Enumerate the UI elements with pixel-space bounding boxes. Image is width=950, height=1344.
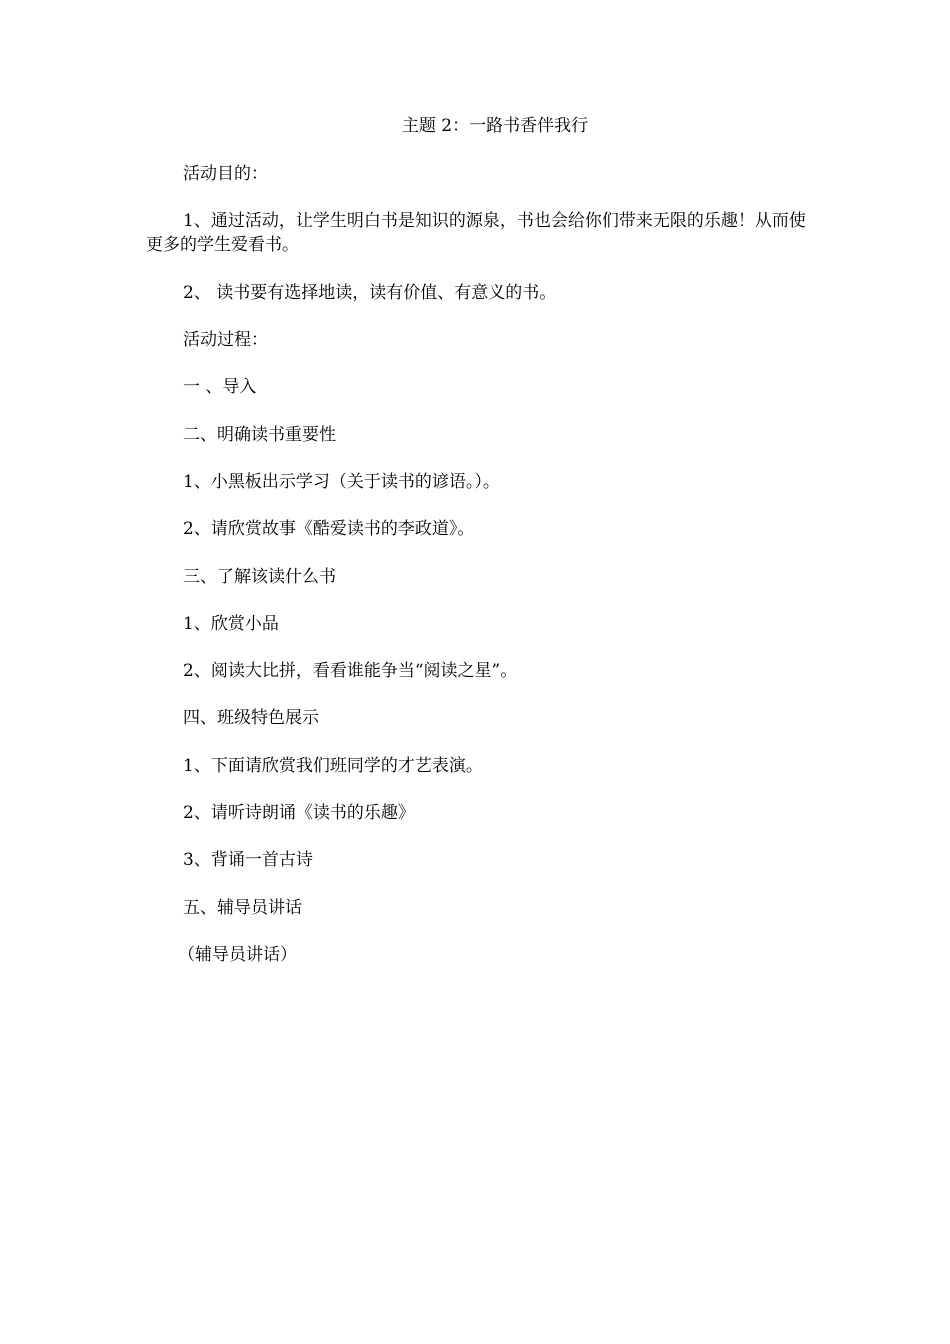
process-step-4-heading: 四、班级特色展示: [183, 708, 319, 728]
process-step-2-item-2: 2、请欣赏故事《酷爱读书的李政道》。: [183, 519, 475, 539]
section-heading-process: 活动过程：: [183, 330, 268, 350]
process-step-3-item-1: 1、欣赏小品: [183, 614, 279, 634]
section-heading-goals: 活动目的：: [183, 164, 268, 184]
process-step-5-heading: 五、辅导员讲话: [183, 898, 302, 918]
process-step-5-note: （辅导员讲话）: [178, 945, 297, 965]
goal-item-2: 2、 读书要有选择地读，读有价值、有意义的书。: [183, 283, 557, 303]
process-step-3-heading: 三、了解该读什么书: [183, 567, 336, 587]
document-title: 主题 2：一路书香伴我行: [401, 116, 589, 136]
process-step-2-heading: 二、明确读书重要性: [183, 425, 336, 445]
process-step-4-item-1: 1、下面请欣赏我们班同学的才艺表演。: [183, 756, 483, 776]
goal-item-1: 1、通过活动，让学生明白书是知识的源泉，书也会给你们带来无限的乐趣！从而使更多的学生爱看书。: [146, 211, 806, 255]
process-step-3-item-2: 2、阅读大比拼，看看谁能争当“阅读之星”。: [183, 661, 518, 681]
process-step-1-heading: 一 、导入: [183, 377, 257, 397]
process-step-4-item-3: 3、背诵一首古诗: [183, 850, 313, 870]
process-step-2-item-1: 1、小黑板出示学习（关于读书的谚语。）。: [183, 472, 500, 492]
process-step-4-item-2: 2、请听诗朗诵《读书的乐趣》: [183, 803, 415, 823]
